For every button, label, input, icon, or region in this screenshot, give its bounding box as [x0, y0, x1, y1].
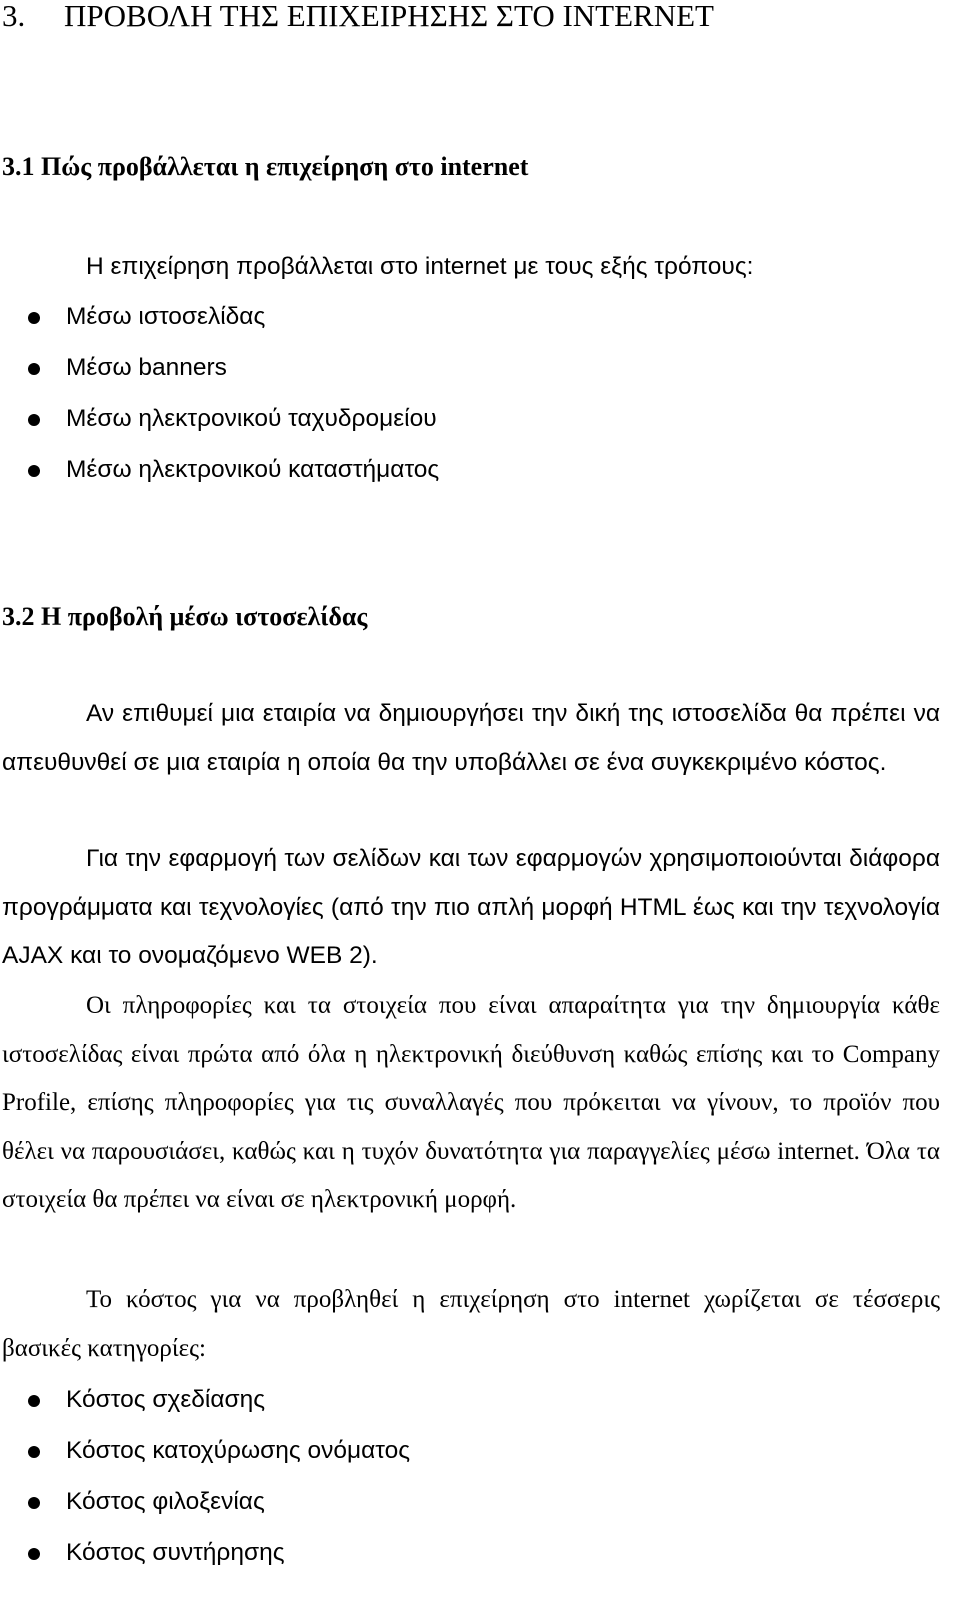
bullet-icon [28, 414, 40, 426]
bullet-icon [28, 312, 40, 324]
section-3-2-heading: 3.2 Η προβολή μέσω ιστοσελίδας [2, 602, 368, 631]
chapter-title [2, 0, 714, 36]
bullet-icon [28, 1548, 40, 1560]
bullet-icon [28, 1497, 40, 1509]
document-page: 3. ΠΡΟΒΟΛΗ ΤΗΣ ΕΠΙΧΕΙΡΗΣΗΣ ΣΤΟ INTERNET 3.1 Πώς προβάλλεται η επιχείρηση στο internet Η επιχείρηση προβάλλεται στο internet με τους εξής τρόπους: Μέσω ιστοσελίδας Μέσω banners Μέσω ηλεκτρονικού ταχυδρομείου Μέσω ηλεκτρονικού καταστήματος 3.2 Η προβολή μέσω ιστοσελίδας Αν επιθυμεί μια εταιρία να δημιουργήσει την δική της ιστοσελίδα θα πρέπει να απευθυνθεί σε μια εταιρία η οποία θα την υποβάλλει σε ένα συγκεκριμένο κόστος. Για την εφαρμογή των σελίδων και των εφαρμογών χρησιμοποιούνται διάφορα προγράμματα και τεχνολογίες (από την πιο απλή μορφή HTML έως και την τεχνολογία AJAX και το ονομαζόμενο WEB 2). Οι πληροφορίες και τα στοιχεία που είναι απαραίτητα για την δημιουργία κάθε ιστοσελίδας είναι πρώτα από όλα η ηλεκτρονική διεύθυνση καθώς επίσης και το Company Profile, επίσης πληροφορίες για τις συναλλαγές που πρόκειται να γίνουν, το προϊόν που θέλει να παρουσιάσει, καθώς και η τυχόν δυνατότητα για παραγγελίες μέσω internet. Όλα τα στοιχεία θα πρέπει να είναι σε ηλεκτρονική μορφή. Το κόστος για να προβληθεί η επιχείρηση στο internet χωρίζεται σε τέσσερις βασικές κατηγορίες: Κόστος σχεδίασης Κόστος κατοχύρωσης ονόματος Κόστος φιλοξενίας Κόστος συντήρησης [0, 0, 960, 1597]
chapter-title-text: ΠΡΟΒΟΛΗ ΤΗΣ ΕΠΙΧΕΙΡΗΣΗΣ ΣΤΟ INTERNET [64, 0, 714, 33]
bullet-icon [28, 1446, 40, 1458]
bullet-icon [28, 363, 40, 375]
paragraph: Αν επιθυμεί μια εταιρία να δημιουργήσει την δική της ιστοσελίδα θα πρέπει να απευθυνθεί σε μια εταιρία η οποία θα την υποβάλλει σε ένα συγκεκριμένο κόστος. [2, 700, 940, 776]
section-3-1-intro: Η επιχείρηση προβάλλεται στο internet με τους εξής τρόπους: [86, 253, 754, 280]
paragraph: Για την εφαρμογή των σελίδων και των εφαρμογών χρησιμοποιούνται διάφορα προγράμματα και τεχνολογίες (από την πιο απλή μορφή HTML έως και την τεχνολογία AJAX και το ονομαζόμενο WEB 2). [2, 845, 940, 969]
bullet-icon [28, 1395, 40, 1407]
paragraph: Οι πληροφορίες και τα στοιχεία που είναι απαραίτητα για την δημιουργία κάθε ιστοσελίδας είναι πρώτα από όλα η ηλεκτρονική διεύθυνση καθώς επίσης και το Company Profile, επίσης πληροφορίες για τις συναλλαγές που πρόκειται να γίνουν, το προϊόν που θέλει να παρουσιάσει, καθώς και η τυχόν δυνατότητα για παραγγελίες μέσω internet. Όλα τα στοιχεία θα πρέπει να είναι σε ηλεκτρονική μορφή. [2, 992, 940, 1213]
section-3-1-heading: 3.1 Πώς προβάλλεται η επιχείρηση στο internet [2, 152, 529, 181]
paragraph: Το κόστος για να προβληθεί η επιχείρηση στο internet χωρίζεται σε τέσσερις βασικές κατηγορίες: [2, 1286, 940, 1362]
bullet-icon [28, 465, 40, 477]
chapter-number: 3. [2, 0, 26, 33]
